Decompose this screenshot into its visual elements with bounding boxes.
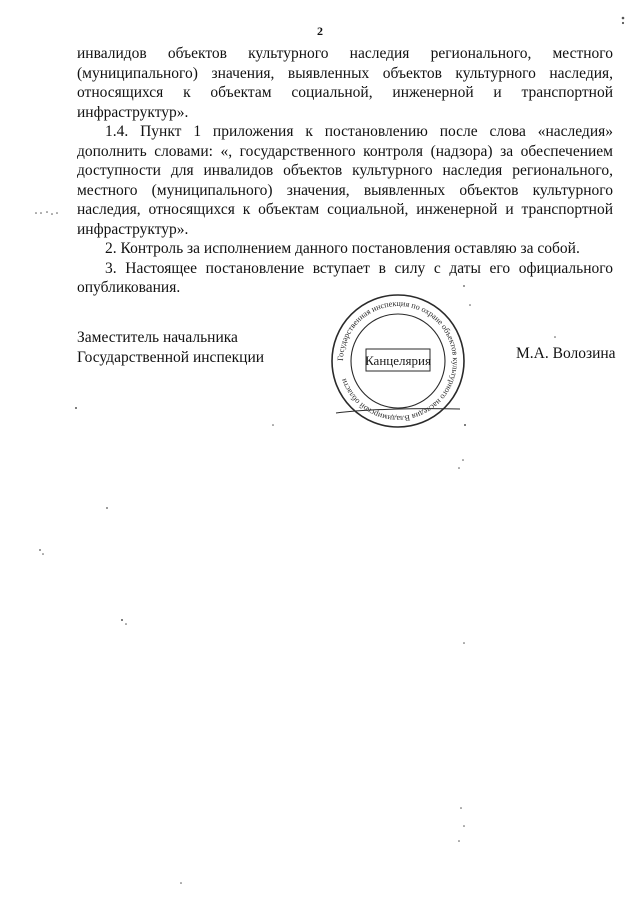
- signatory-name: М.А. Волозина: [516, 345, 616, 362]
- paragraph-continuation: инвалидов объектов культурного наследия регионального, местного (муниципального) значения, выявленных объектов культурного наследия, относящихся к объектам социальной, инженерной и транспортной инфраструктур».: [77, 45, 613, 121]
- office-stamp: [328, 291, 468, 431]
- stamp-ring-text: Государственная инспекция по охране объектов культурного наследия Владимирской области: [335, 298, 461, 424]
- paragraph-item-1-4: 1.4. Пункт 1 приложения к постановлению после слова «наследия» дополнить словами: «, государственного контроля (надзора) за обеспечением доступности для инвалидов объектов культурного наследия регионального, местного (муниципального) значения, выявленных объектов культурного наследия, относящихся к объектам социальной, инженерной и транспортной инфраструктур».: [77, 123, 613, 238]
- page-number: 2: [317, 24, 323, 38]
- paragraph-item-3: 3. Настоящее постановление вступает в силу с даты его официального опубликования.: [77, 259, 613, 296]
- signature-title-line-2: Государственной инспекции: [77, 348, 265, 366]
- document-body: [77, 44, 613, 298]
- stamp-center-text: Канцелярия: [365, 353, 431, 368]
- signature-title-line-1: Заместитель начальника: [77, 329, 238, 346]
- paragraph-item-2: 2. Контроль за исполнением данного постановления оставляю за собой.: [105, 240, 580, 257]
- signature-title: [77, 328, 264, 367]
